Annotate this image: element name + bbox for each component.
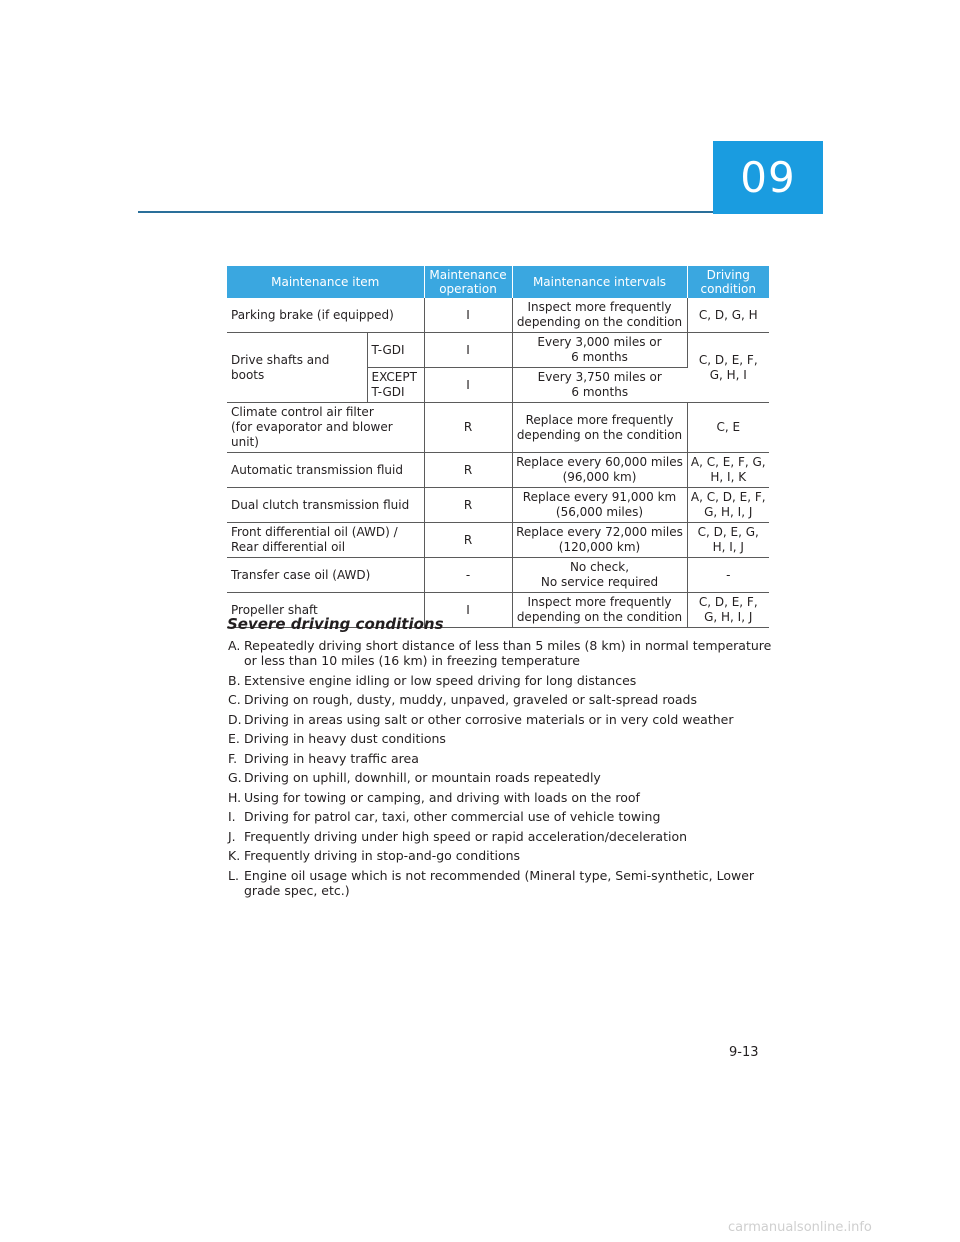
- row-condition: C, E: [687, 403, 769, 453]
- list-item: [228, 848, 773, 863]
- item-text: Frequently driving under high speed or rapid acceleration/deceleration: [244, 828, 688, 844]
- row-operation: I: [424, 368, 512, 403]
- header-driving-condition: Driving condition: [687, 266, 769, 298]
- row-item: Climate control air filter (for evaporator and blower unit): [227, 403, 424, 453]
- row-interval: Replace more frequently depending on the condition: [512, 403, 687, 453]
- item-text: Engine oil usage which is not recommended (Mineral type, Semi-synthetic, Lower grade spec, etc.): [244, 867, 755, 898]
- item-text: Repeatedly driving short distance of less than 5 miles (8 km) in normal temperature or less than 10 miles (16 km) in freezing temperature: [244, 638, 772, 668]
- list-item: [228, 868, 773, 898]
- row-condition: C, D, E, G, H, I, J: [687, 523, 769, 558]
- header-maintenance-intervals: Maintenance intervals: [512, 266, 687, 298]
- row-operation: I: [424, 593, 512, 628]
- maintenance-table: [227, 266, 769, 628]
- row-item: Drive shafts and boots: [227, 333, 367, 403]
- list-item: [228, 673, 773, 688]
- list-item: [228, 731, 773, 746]
- item-letter: L.: [228, 867, 239, 883]
- item-letter: I.: [228, 809, 236, 824]
- list-item: [228, 692, 773, 707]
- row-condition: C, D, E, F, G, H, I: [687, 333, 769, 403]
- list-item: [228, 638, 773, 668]
- chapter-number: 09: [740, 153, 796, 202]
- row-item: Transfer case oil (AWD): [227, 558, 424, 593]
- item-letter: E.: [228, 731, 240, 746]
- table-row: [227, 488, 769, 523]
- row-interval: Inspect more frequently depending on the condition: [512, 593, 687, 628]
- table-row: [227, 523, 769, 558]
- row-condition: A, C, E, F, G, H, I, K: [687, 453, 769, 488]
- row-interval: Inspect more frequently depending on the condition: [512, 298, 687, 333]
- table-row: [227, 298, 769, 333]
- item-text: Extensive engine idling or low speed driving for long distances: [244, 672, 637, 688]
- row-interval: Every 3,750 miles or 6 months: [512, 368, 687, 403]
- row-variant: EXCEPT T-GDI: [367, 368, 424, 403]
- row-variant: T-GDI: [367, 333, 424, 368]
- page-number: 9-13: [729, 1045, 759, 1060]
- list-item: [228, 790, 773, 805]
- row-item: Dual clutch transmission fluid: [227, 488, 424, 523]
- watermark: carmanualsonline.info: [728, 1220, 872, 1235]
- item-letter: F.: [228, 750, 238, 766]
- item-letter: A.: [228, 638, 241, 653]
- section-title: Severe driving conditions: [227, 615, 444, 633]
- table-row: [227, 403, 769, 453]
- item-text: Driving for patrol car, taxi, other commercial use of vehicle towing: [244, 809, 661, 824]
- item-text: Driving in heavy dust conditions: [244, 731, 446, 746]
- header-maintenance-operation: Maintenance operation: [424, 266, 512, 298]
- conditions-list: [228, 638, 773, 902]
- row-interval: Replace every 60,000 miles (96,000 km): [512, 453, 687, 488]
- item-text: Driving on uphill, downhill, or mountain roads repeatedly: [244, 770, 601, 785]
- row-operation: R: [424, 453, 512, 488]
- row-interval: Replace every 72,000 miles (120,000 km): [512, 523, 687, 558]
- row-operation: I: [424, 298, 512, 333]
- row-condition: -: [687, 558, 769, 593]
- row-interval: No check, No service required: [512, 558, 687, 593]
- item-letter: D.: [228, 711, 242, 727]
- row-operation: R: [424, 523, 512, 558]
- row-interval: Every 3,000 miles or 6 months: [512, 333, 687, 368]
- table-header-row: [227, 266, 769, 298]
- row-condition: A, C, D, E, F, G, H, I, J: [687, 488, 769, 523]
- row-interval: Replace every 91,000 km (56,000 miles): [512, 488, 687, 523]
- list-item: [228, 809, 773, 824]
- item-letter: G.: [228, 770, 242, 785]
- row-operation: R: [424, 403, 512, 453]
- table-row: [227, 453, 769, 488]
- header-rule: [138, 211, 713, 213]
- item-text: Driving in areas using salt or other corrosive materials or in very cold weather: [244, 711, 734, 727]
- item-letter: B.: [228, 672, 241, 688]
- row-item: Front differential oil (AWD) / Rear differential oil: [227, 523, 424, 558]
- row-condition: C, D, G, H: [687, 298, 769, 333]
- row-item: Automatic transmission fluid: [227, 453, 424, 488]
- chapter-tab: [713, 141, 823, 214]
- item-letter: K.: [228, 848, 241, 863]
- list-item: [228, 829, 773, 844]
- row-operation: -: [424, 558, 512, 593]
- list-item: [228, 712, 773, 727]
- row-operation: R: [424, 488, 512, 523]
- item-text: Using for towing or camping, and driving with loads on the roof: [244, 789, 640, 805]
- list-item: [228, 751, 773, 766]
- item-text: Frequently driving in stop-and-go conditions: [244, 848, 521, 863]
- row-condition: C, D, E, F, G, H, I, J: [687, 593, 769, 628]
- table-row: [227, 333, 769, 368]
- row-item: Parking brake (if equipped): [227, 298, 424, 333]
- row-operation: I: [424, 333, 512, 368]
- header-maintenance-item: Maintenance item: [227, 266, 424, 298]
- list-item: [228, 770, 773, 785]
- table-row: [227, 558, 769, 593]
- row-item: Propeller shaft: [227, 593, 424, 628]
- item-letter: J.: [228, 828, 236, 844]
- item-text: Driving on rough, dusty, muddy, unpaved, graveled or salt-spread roads: [244, 692, 697, 707]
- item-letter: C.: [228, 692, 241, 707]
- item-text: Driving in heavy traffic area: [244, 750, 419, 766]
- item-letter: H.: [228, 789, 242, 805]
